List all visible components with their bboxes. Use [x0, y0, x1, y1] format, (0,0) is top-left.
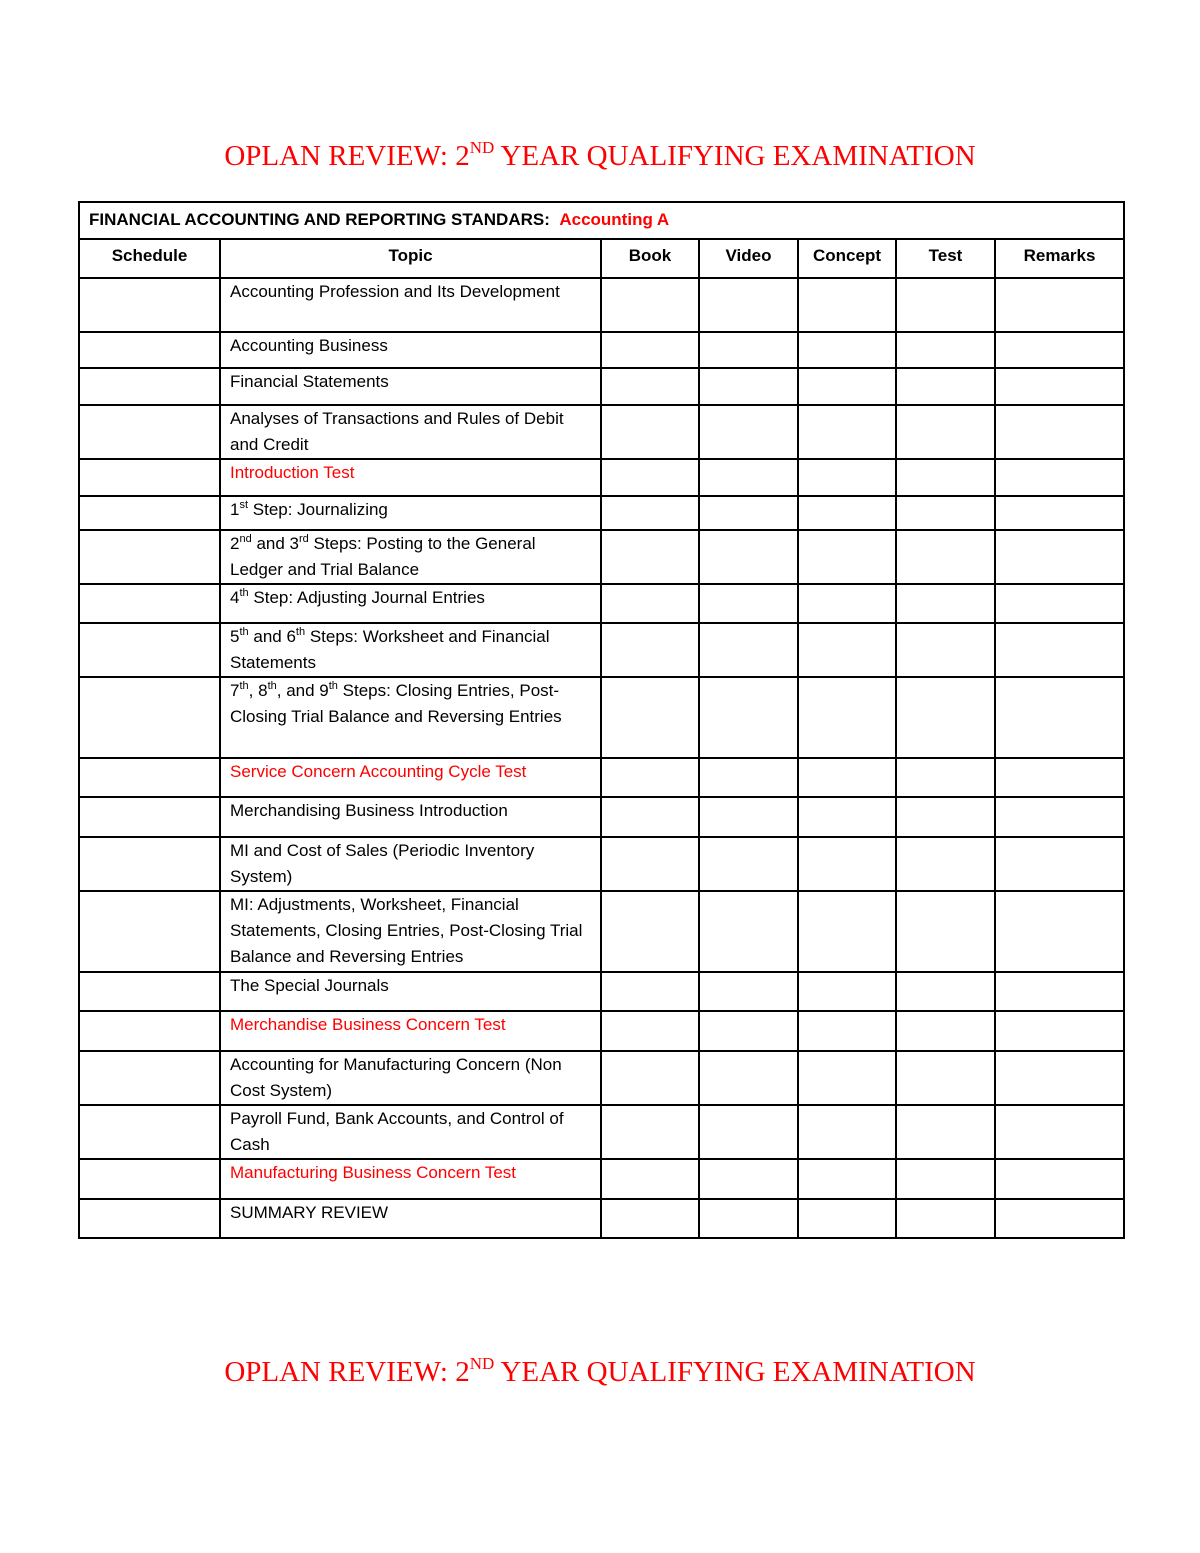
schedule-cell [79, 797, 220, 837]
topic-cell: Financial Statements [220, 368, 601, 405]
table-row [79, 1105, 1124, 1159]
concept-cell [798, 837, 896, 891]
column-header-video: Video [699, 239, 798, 278]
remarks-cell [995, 891, 1124, 972]
book-cell [601, 405, 699, 459]
section-header: FINANCIAL ACCOUNTING AND REPORTING STANDARS: Accounting A [79, 202, 1124, 239]
book-cell [601, 623, 699, 677]
table-row [79, 623, 1124, 677]
video-cell [699, 405, 798, 459]
schedule-cell [79, 677, 220, 758]
table-row [79, 530, 1124, 584]
remarks-cell [995, 797, 1124, 837]
topic-cell: Accounting for Manufacturing Concern (Non Cost System) [220, 1051, 601, 1105]
concept-cell [798, 1199, 896, 1238]
video-cell [699, 1011, 798, 1051]
column-header-remarks: Remarks [995, 239, 1124, 278]
table-row [79, 459, 1124, 496]
concept-cell [798, 1159, 896, 1199]
test-cell [896, 405, 995, 459]
schedule-cell [79, 758, 220, 797]
table-row [79, 1051, 1124, 1105]
concept-cell [798, 972, 896, 1011]
concept-cell [798, 496, 896, 530]
video-cell [699, 758, 798, 797]
schedule-cell [79, 623, 220, 677]
book-cell [601, 1011, 699, 1051]
video-cell [699, 368, 798, 405]
video-cell [699, 1105, 798, 1159]
video-cell [699, 1051, 798, 1105]
concept-cell [798, 278, 896, 332]
test-cell [896, 797, 995, 837]
remarks-cell [995, 405, 1124, 459]
test-cell [896, 332, 995, 368]
test-cell [896, 368, 995, 405]
test-cell [896, 891, 995, 972]
book-cell [601, 332, 699, 368]
book-cell [601, 368, 699, 405]
topic-cell: 5th and 6th Steps: Worksheet and Financial Statements [220, 623, 601, 677]
test-cell [896, 1159, 995, 1199]
remarks-cell [995, 1199, 1124, 1238]
remarks-cell [995, 677, 1124, 758]
schedule-cell [79, 459, 220, 496]
table-row [79, 1159, 1124, 1199]
test-cell [896, 459, 995, 496]
video-cell [699, 1159, 798, 1199]
remarks-cell [995, 1105, 1124, 1159]
page-title-repeat: OPLAN REVIEW: 2ND YEAR QUALIFYING EXAMINATION [224, 1354, 976, 1388]
remarks-cell [995, 1051, 1124, 1105]
video-cell [699, 891, 798, 972]
table-row [79, 405, 1124, 459]
topic-cell: MI and Cost of Sales (Periodic Inventory System) [220, 837, 601, 891]
concept-cell [798, 677, 896, 758]
schedule-cell [79, 405, 220, 459]
schedule-cell [79, 972, 220, 1011]
schedule-cell [79, 1051, 220, 1105]
review-plan-table [78, 201, 1125, 1239]
test-cell [896, 758, 995, 797]
book-cell [601, 584, 699, 623]
topic-cell: Manufacturing Business Concern Test [220, 1159, 601, 1199]
table-row [79, 332, 1124, 368]
book-cell [601, 1105, 699, 1159]
book-cell [601, 1051, 699, 1105]
test-cell [896, 1199, 995, 1238]
column-header-concept: Concept [798, 239, 896, 278]
test-cell [896, 584, 995, 623]
remarks-cell [995, 278, 1124, 332]
concept-cell [798, 758, 896, 797]
book-cell [601, 797, 699, 837]
topic-cell: Merchandising Business Introduction [220, 797, 601, 837]
column-header-topic: Topic [220, 239, 601, 278]
concept-cell [798, 797, 896, 837]
schedule-cell [79, 837, 220, 891]
video-cell [699, 530, 798, 584]
remarks-cell [995, 530, 1124, 584]
table-row [79, 837, 1124, 891]
book-cell [601, 1159, 699, 1199]
video-cell [699, 797, 798, 837]
video-cell [699, 1199, 798, 1238]
remarks-cell [995, 1011, 1124, 1051]
table-row [79, 758, 1124, 797]
column-header-book: Book [601, 239, 699, 278]
topic-cell: The Special Journals [220, 972, 601, 1011]
remarks-cell [995, 496, 1124, 530]
concept-cell [798, 1105, 896, 1159]
table-row [79, 278, 1124, 332]
schedule-cell [79, 1199, 220, 1238]
video-cell [699, 623, 798, 677]
test-cell [896, 1011, 995, 1051]
book-cell [601, 530, 699, 584]
test-cell [896, 623, 995, 677]
test-cell [896, 496, 995, 530]
table-row [79, 891, 1124, 972]
book-cell [601, 1199, 699, 1238]
concept-cell [798, 623, 896, 677]
topic-cell: MI: Adjustments, Worksheet, Financial Statements, Closing Entries, Post-Closing Trial Balance and Reversing Entries [220, 891, 601, 972]
test-cell [896, 530, 995, 584]
table-row [79, 496, 1124, 530]
book-cell [601, 972, 699, 1011]
table-row [79, 677, 1124, 758]
remarks-cell [995, 758, 1124, 797]
video-cell [699, 584, 798, 623]
topic-cell: Payroll Fund, Bank Accounts, and Control of Cash [220, 1105, 601, 1159]
schedule-cell [79, 496, 220, 530]
concept-cell [798, 1051, 896, 1105]
table-row [79, 1199, 1124, 1238]
book-cell [601, 758, 699, 797]
column-header-row [79, 239, 1124, 278]
concept-cell [798, 1011, 896, 1051]
test-cell [896, 972, 995, 1011]
column-header-schedule: Schedule [79, 239, 220, 278]
schedule-cell [79, 1159, 220, 1199]
remarks-cell [995, 459, 1124, 496]
video-cell [699, 972, 798, 1011]
table-row [79, 1011, 1124, 1051]
test-cell [896, 677, 995, 758]
remarks-cell [995, 584, 1124, 623]
table-row [79, 584, 1124, 623]
remarks-cell [995, 972, 1124, 1011]
test-cell [896, 1105, 995, 1159]
video-cell [699, 837, 798, 891]
schedule-cell [79, 1105, 220, 1159]
topic-cell: 4th Step: Adjusting Journal Entries [220, 584, 601, 623]
schedule-cell [79, 891, 220, 972]
schedule-cell [79, 278, 220, 332]
concept-cell [798, 368, 896, 405]
test-cell [896, 278, 995, 332]
schedule-cell [79, 584, 220, 623]
topic-cell: Analyses of Transactions and Rules of Debit and Credit [220, 405, 601, 459]
topic-cell: Accounting Business [220, 332, 601, 368]
book-cell [601, 677, 699, 758]
topic-cell: Accounting Profession and Its Development [220, 278, 601, 332]
concept-cell [798, 332, 896, 368]
concept-cell [798, 530, 896, 584]
table-section-header-row [79, 202, 1124, 239]
video-cell [699, 677, 798, 758]
topic-cell: Service Concern Accounting Cycle Test [220, 758, 601, 797]
topic-cell: Merchandise Business Concern Test [220, 1011, 601, 1051]
book-cell [601, 459, 699, 496]
topic-cell: Introduction Test [220, 459, 601, 496]
topic-cell: 1st Step: Journalizing [220, 496, 601, 530]
topic-cell: SUMMARY REVIEW [220, 1199, 601, 1238]
video-cell [699, 332, 798, 368]
concept-cell [798, 891, 896, 972]
schedule-cell [79, 332, 220, 368]
schedule-cell [79, 530, 220, 584]
schedule-cell [79, 1011, 220, 1051]
page-title: OPLAN REVIEW: 2ND YEAR QUALIFYING EXAMINATION [224, 138, 976, 172]
book-cell [601, 496, 699, 530]
book-cell [601, 891, 699, 972]
book-cell [601, 278, 699, 332]
remarks-cell [995, 623, 1124, 677]
video-cell [699, 459, 798, 496]
video-cell [699, 496, 798, 530]
remarks-cell [995, 1159, 1124, 1199]
table-body [79, 278, 1124, 1238]
test-cell [896, 837, 995, 891]
remarks-cell [995, 332, 1124, 368]
concept-cell [798, 584, 896, 623]
table-row [79, 972, 1124, 1011]
remarks-cell [995, 368, 1124, 405]
book-cell [601, 837, 699, 891]
topic-cell: 7th, 8th, and 9th Steps: Closing Entries, Post-Closing Trial Balance and Reversing Entries [220, 677, 601, 758]
topic-cell: 2nd and 3rd Steps: Posting to the General Ledger and Trial Balance [220, 530, 601, 584]
test-cell [896, 1051, 995, 1105]
video-cell [699, 278, 798, 332]
table-row [79, 368, 1124, 405]
column-header-test: Test [896, 239, 995, 278]
remarks-cell [995, 837, 1124, 891]
section-subject: Accounting A [559, 210, 670, 229]
schedule-cell [79, 368, 220, 405]
table-row [79, 797, 1124, 837]
concept-cell [798, 459, 896, 496]
concept-cell [798, 405, 896, 459]
